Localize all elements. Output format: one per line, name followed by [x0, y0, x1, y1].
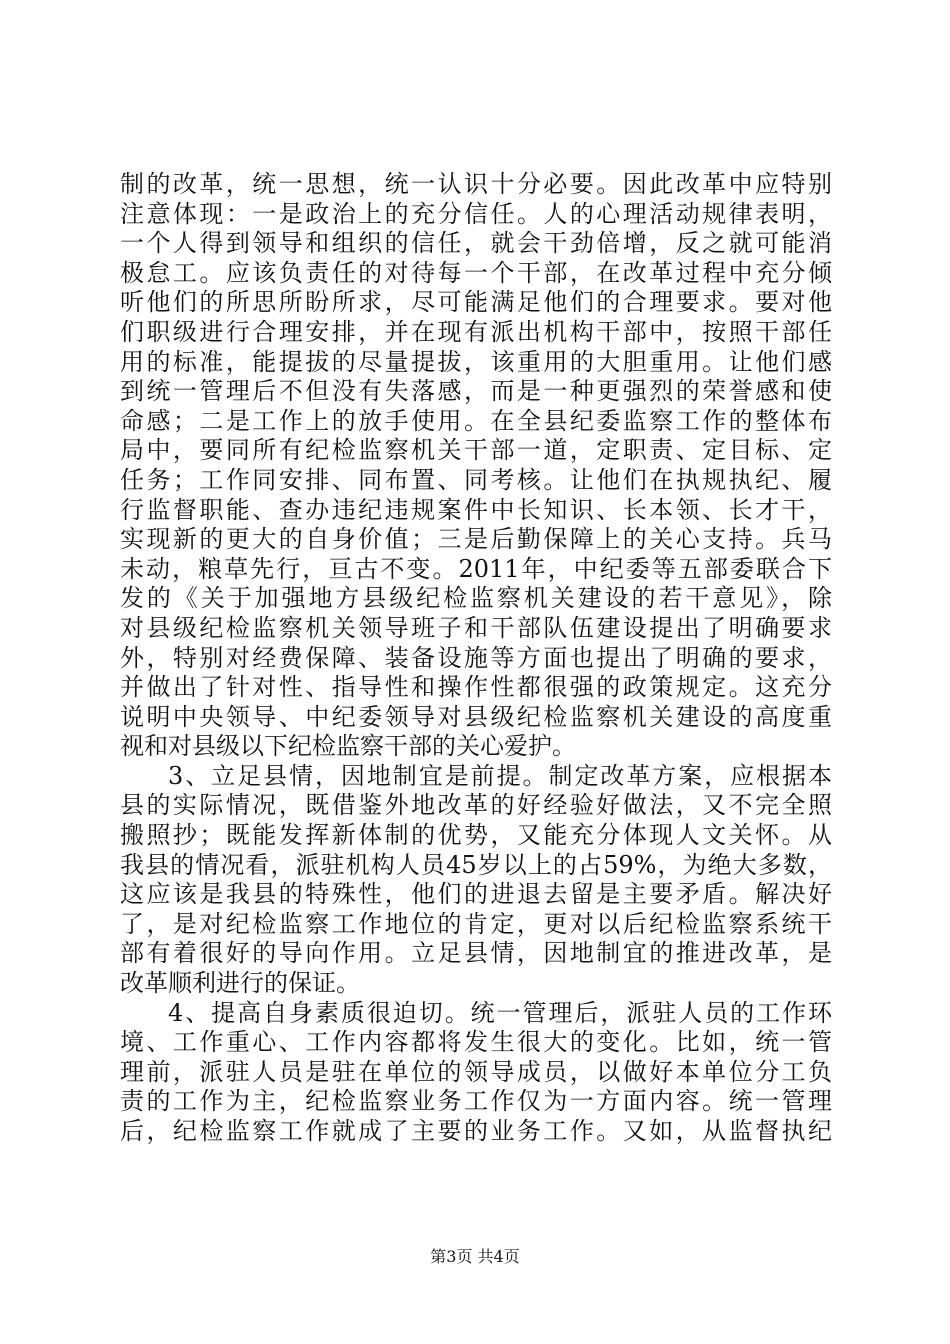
- text-line-32: 责的工作为主，纪检监察业务工作仅为一方面内容。统一管理: [120, 1087, 832, 1116]
- text-line-10: 局中，要同所有纪检监察机关干部一道，定职责、定目标、定: [120, 436, 832, 465]
- text-line-8: 到统一管理后不但没有失落感，而是一种更强烈的荣誉感和使: [120, 377, 832, 406]
- text-line-30: 境、工作重心、工作内容都将发生很大的变化。比如，统一管: [120, 1028, 832, 1057]
- text-line-15: 发的《关于加强地方县级纪检监察机关建设的若干意见》，除: [120, 584, 832, 613]
- text-line-26: 了，是对纪检监察工作地位的肯定，更对以后纪检监察系统干: [120, 909, 832, 938]
- text-line-7: 用的标准，能提拔的尽量提拔，该重用的大胆重用。让他们感: [120, 347, 832, 376]
- text-line-6: 们职级进行合理安排，并在现有派出机构干部中，按照干部任: [120, 317, 832, 346]
- text-line-12: 行监督职能、查办违纪违规案件中长知识、长本领、长才干，: [120, 495, 832, 524]
- text-line-9: 命感；二是工作上的放手使用。在全县纪委监察工作的整体布: [120, 406, 832, 435]
- text-line-19: 说明中央领导、中纪委领导对县级纪检监察机关建设的高度重: [120, 702, 832, 731]
- text-line-17: 外，特别对经费保障、装备设施等方面也提出了明确的要求，: [120, 643, 832, 672]
- text-line-23: 搬照抄；既能发挥新体制的优势，又能充分体现人文关怀。从: [120, 821, 832, 850]
- text-line-14: 未动，粮草先行，亘古不变。2011年，中纪委等五部委联合下: [120, 554, 832, 583]
- text-line-5: 听他们的所思所盼所求，尽可能满足他们的合理要求。要对他: [120, 288, 832, 317]
- text-line-13: 实现新的更大的自身价值；三是后勤保障上的关心支持。兵马: [120, 525, 832, 554]
- text-line-24: 我县的情况看，派驻机构人员45岁以上的占59%，为绝大多数，: [120, 850, 832, 879]
- text-line-33: 后，纪检监察工作就成了主要的业务工作。又如，从监督执纪: [120, 1117, 832, 1145]
- text-line-1: 制的改革，统一思想，统一认识十分必要。因此改革中应特别: [120, 170, 832, 198]
- text-line-27: 部有着很好的导向作用。立足县情，因地制宜的推进改革，是: [120, 939, 832, 968]
- text-line-22: 县的实际情况，既借鉴外地改革的好经验好做法，又不完全照: [120, 791, 832, 820]
- text-line-21: 3、立足县情，因地制宜是前提。制定改革方案，应根据本: [168, 761, 832, 790]
- text-line-3: 一个人得到领导和组织的信任，就会干劲倍增，反之就可能消: [120, 229, 832, 258]
- text-line-11: 任务；工作同安排、同布置、同考核。让他们在执规执纪、履: [120, 465, 832, 494]
- text-line-18: 并做出了针对性、指导性和操作性都很强的政策规定。这充分: [120, 673, 832, 702]
- page-number-footer: 第3页 共4页: [430, 1247, 520, 1266]
- text-line-25: 这应该是我县的特殊性，他们的进退去留是主要矛盾。解决好: [120, 880, 832, 909]
- text-line-4: 极怠工。应该负责任的对待每一个干部，在改革过程中充分倾: [120, 258, 832, 287]
- text-line-28: 改革顺利进行的保证。: [120, 969, 360, 998]
- text-line-29: 4、提高自身素质很迫切。统一管理后，派驻人员的工作环: [168, 998, 832, 1027]
- text-line-20: 视和对县级以下纪检监察干部的关心爱护。: [120, 732, 576, 761]
- text-line-2: 注意体现：一是政治上的充分信任。人的心理活动规律表明，: [120, 199, 832, 228]
- text-line-16: 对县级纪检监察机关领导班子和干部队伍建设提出了明确要求: [120, 613, 832, 642]
- body-text: [120, 170, 832, 1147]
- text-line-31: 理前，派驻人员是驻在单位的领导成员，以做好本单位分工负: [120, 1057, 832, 1086]
